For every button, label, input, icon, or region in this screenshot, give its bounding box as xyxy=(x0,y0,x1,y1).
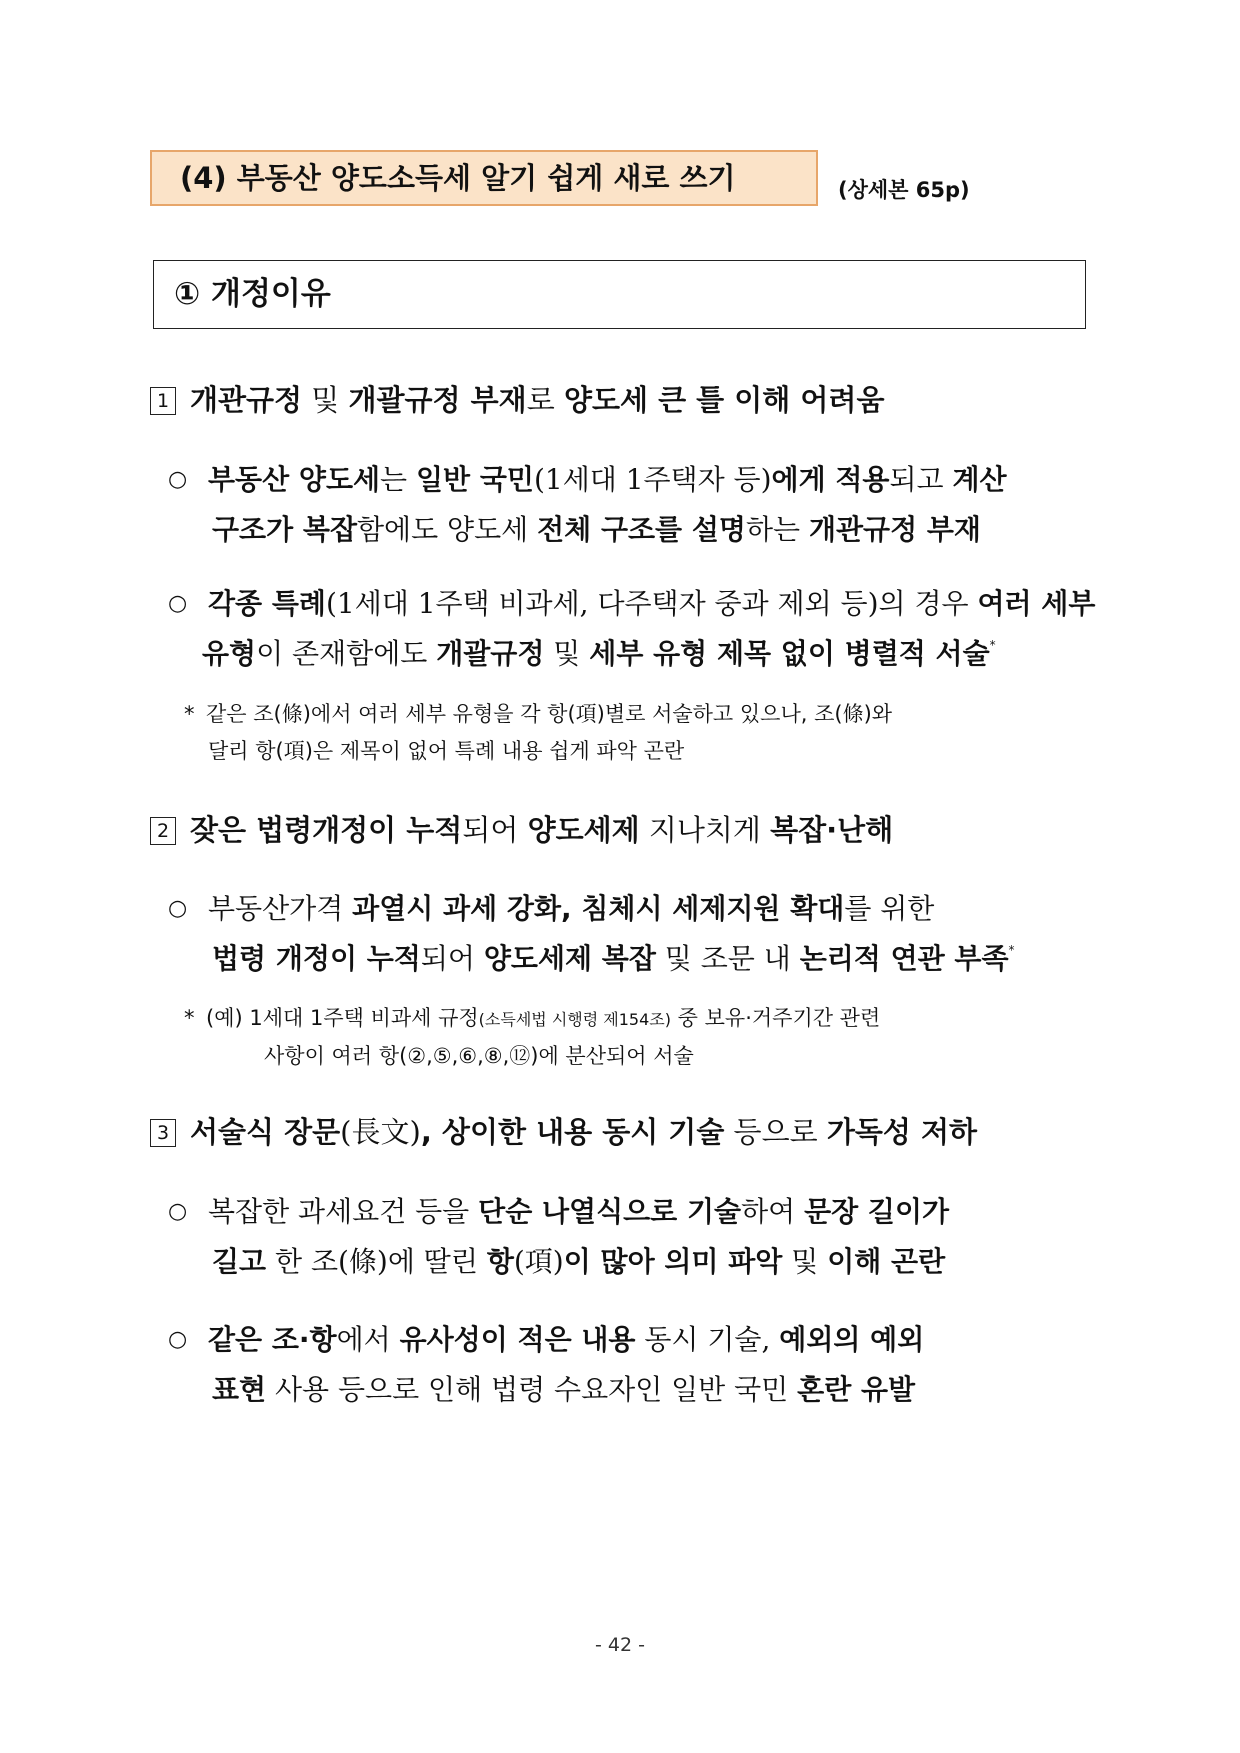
body-text: 하여 xyxy=(741,1195,805,1228)
emphasis-text: 개관규정 부재 xyxy=(808,513,981,546)
bullet-marker: ○ xyxy=(168,1327,188,1352)
body-text: 등으로 xyxy=(724,1115,827,1149)
emphasis-text: 전체 구조를 설명 xyxy=(537,513,746,546)
footnote-continuation xyxy=(208,735,684,765)
footnote-reference: * xyxy=(1008,943,1015,957)
body-text: (1세대 1주택자 등) xyxy=(533,463,772,496)
emphasis-text: 세부 유형 제목 없이 병렬적 서술 xyxy=(589,637,990,670)
footnote-line xyxy=(184,1002,880,1032)
body-text: 같은 조(條)에서 여러 세부 유형을 각 항(項)별로 서술하고 있으나, 조(條)와 xyxy=(206,702,893,726)
emphasis-text: 개괄규정 부재 xyxy=(348,383,527,417)
body-text: (소득세법 시행령 제154조) xyxy=(478,1010,671,1029)
body-text: 에서 xyxy=(336,1323,400,1356)
bullet-line xyxy=(168,582,1095,622)
emphasis-text: 부동산 양도세 xyxy=(208,463,381,496)
continuation-line xyxy=(212,1240,945,1280)
continuation-line xyxy=(202,632,996,672)
body-text: 복잡한 과세요건 등을 xyxy=(208,1195,479,1228)
emphasis-text: 유형 xyxy=(202,637,257,670)
bullet-marker: ○ xyxy=(168,1199,188,1224)
bullet-line xyxy=(168,1190,949,1230)
body-text: (예) 1세대 1주택 비과세 규정 xyxy=(206,1006,479,1030)
body-text: 하는 xyxy=(745,513,809,546)
emphasis-text: 혼란 유발 xyxy=(797,1373,916,1406)
emphasis-text: 계산 xyxy=(952,463,1007,496)
emphasis-text: 양도세제 xyxy=(527,813,640,847)
body-text: 를 위한 xyxy=(844,892,935,925)
boxed-number: 3 xyxy=(150,1119,176,1147)
emphasis-text: 논리적 연관 부족 xyxy=(799,942,1009,975)
footnote-marker: * xyxy=(184,702,195,726)
emphasis-text: 이해 곤란 xyxy=(827,1245,946,1278)
emphasis-text: 예외의 예외 xyxy=(779,1323,925,1356)
body-text: 는 xyxy=(380,463,416,496)
body-text: 사항이 여러 항(②,⑤,⑥,⑧,⑫)에 분산되어 서술 xyxy=(264,1044,694,1068)
emphasis-text: 가독성 저하 xyxy=(826,1115,977,1149)
bullet-line xyxy=(168,458,1007,498)
bullet-marker: ○ xyxy=(168,896,188,921)
body-text: 되어 xyxy=(462,813,528,847)
emphasis-text: 여러 세부 xyxy=(977,587,1096,620)
body-text: 이 존재함에도 xyxy=(256,637,437,670)
emphasis-text: 과열시 과세 강화, 침체시 세제지원 확대 xyxy=(352,892,845,925)
bullet-line xyxy=(168,887,934,927)
section-title: (4) 부동산 양도소득세 알기 쉽게 새로 쓰기 xyxy=(180,161,736,195)
emphasis-text: 각종 특례 xyxy=(208,587,326,620)
body-text: 되어 xyxy=(420,942,484,975)
continuation-line xyxy=(212,937,1015,977)
footnote-line xyxy=(184,698,892,728)
emphasis-text: 양도세 큰 틀 이해 어려움 xyxy=(563,383,885,417)
body-text: (長文) xyxy=(340,1115,421,1149)
subsection-heading-box xyxy=(153,260,1086,329)
emphasis-text: 서술식 장문 xyxy=(190,1115,341,1149)
body-text: 지나치게 xyxy=(639,813,771,847)
body-text: 및 xyxy=(302,383,349,417)
emphasis-text: 같은 조·항 xyxy=(208,1323,337,1356)
body-text: 동시 기술, xyxy=(635,1323,780,1356)
heading-line xyxy=(150,808,893,849)
body-text: 달리 항(項)은 제목이 없어 특례 내용 쉽게 파악 곤란 xyxy=(208,739,685,763)
page-number: - 42 - xyxy=(595,1634,645,1656)
bullet-marker: ○ xyxy=(168,591,188,616)
emphasis-text: 일반 국민 xyxy=(416,463,534,496)
body-text: (項) xyxy=(513,1245,564,1278)
emphasis-text: 에게 적용 xyxy=(771,463,890,496)
body-text: 로 xyxy=(526,383,564,417)
section-title-box xyxy=(150,150,818,206)
heading-line xyxy=(150,1110,977,1151)
body-text: (1세대 1주택 비과세, 다주택자 중과 제외 등)의 경우 xyxy=(325,587,978,620)
body-text: 되고 xyxy=(889,463,953,496)
emphasis-text: 법령 개정이 누적 xyxy=(212,942,421,975)
continuation-line xyxy=(212,1368,915,1408)
subsection-heading: ① 개정이유 xyxy=(174,276,331,312)
body-text: 사용 등으로 인해 법령 수요자인 일반 국민 xyxy=(266,1373,798,1406)
heading-line xyxy=(150,378,884,419)
emphasis-text: 복잡·난해 xyxy=(770,813,894,847)
boxed-number: 1 xyxy=(150,387,176,415)
body-text: 및 조문 내 xyxy=(655,942,800,975)
emphasis-text: 구조가 복잡 xyxy=(212,513,357,546)
emphasis-text: 표현 xyxy=(212,1373,267,1406)
bullet-line xyxy=(168,1318,924,1358)
emphasis-text: 개관규정 xyxy=(190,383,303,417)
footnote-continuation xyxy=(264,1040,694,1070)
detail-reference: (상세본 65p) xyxy=(838,178,970,202)
emphasis-text: , 상이한 내용 동시 기술 xyxy=(420,1115,725,1149)
bullet-marker: ○ xyxy=(168,467,188,492)
body-text: 한 조(條)에 딸린 xyxy=(266,1245,487,1278)
emphasis-text: 유사성이 적은 내용 xyxy=(399,1323,636,1356)
emphasis-text: 항 xyxy=(486,1245,514,1278)
footnote-reference: * xyxy=(989,638,996,652)
body-text: 및 xyxy=(544,637,590,670)
footnote-marker: * xyxy=(184,1006,195,1030)
emphasis-text: 개괄규정 xyxy=(436,637,545,670)
emphasis-text: 이 많아 의미 파악 xyxy=(563,1245,783,1278)
body-text: 함에도 양도세 xyxy=(357,513,538,546)
emphasis-text: 문장 길이가 xyxy=(804,1195,950,1228)
emphasis-text: 단순 나열식으로 기술 xyxy=(478,1195,742,1228)
body-text: 부동산가격 xyxy=(208,892,353,925)
body-text: 및 xyxy=(782,1245,828,1278)
continuation-line xyxy=(212,508,981,548)
emphasis-text: 길고 xyxy=(212,1245,267,1278)
emphasis-text: 잦은 법령개정이 누적 xyxy=(190,813,463,847)
emphasis-text: 양도세제 복잡 xyxy=(483,942,656,975)
body-text: 중 보유·거주기간 관련 xyxy=(670,1006,881,1030)
boxed-number: 2 xyxy=(150,817,176,845)
